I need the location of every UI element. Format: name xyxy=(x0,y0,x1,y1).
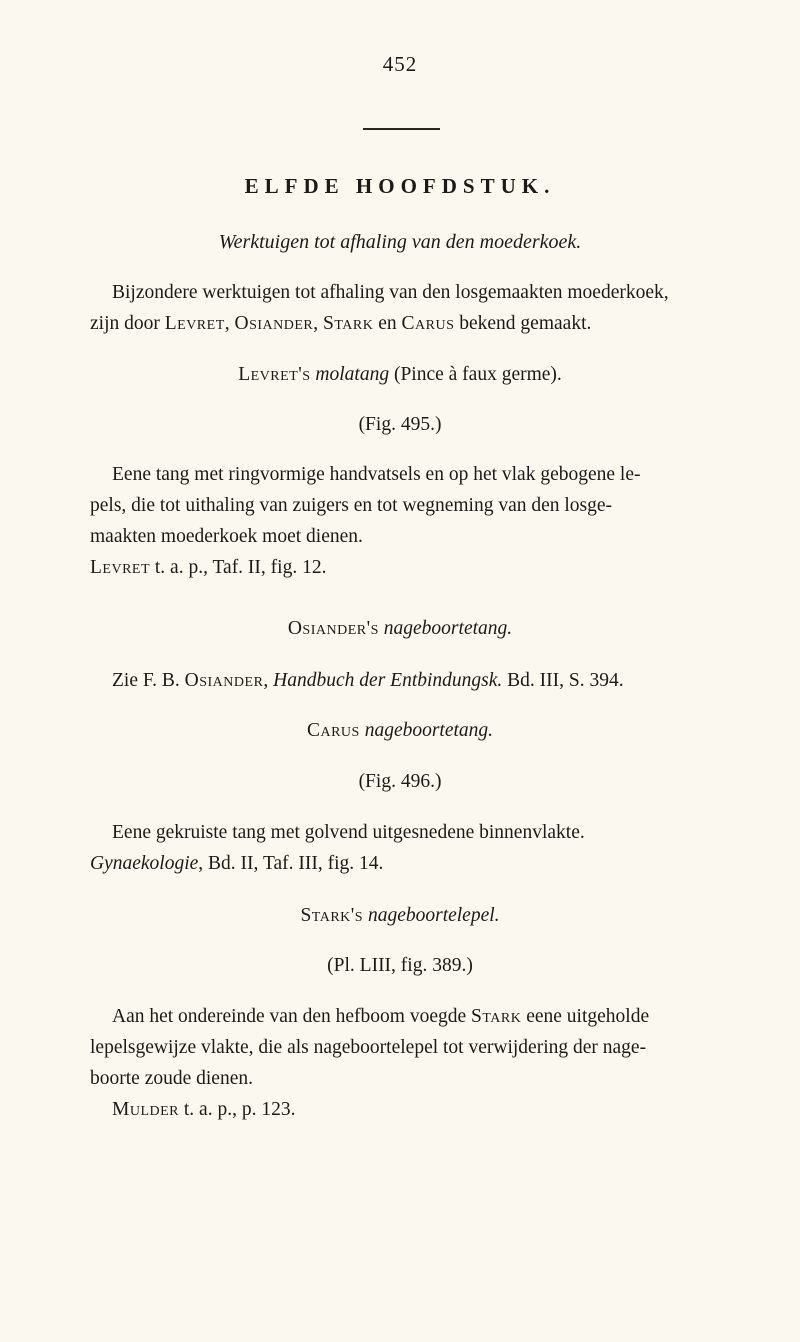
author-name: Osiander xyxy=(234,313,314,334)
heading-italic: nageboortetang. xyxy=(359,720,494,741)
body-text: Aan het ondereinde van den hefboom voegde xyxy=(112,1006,471,1027)
chapter-title: ELFDE HOOFDSTUK. xyxy=(244,174,556,198)
citation-line xyxy=(112,670,732,692)
section-heading xyxy=(0,720,800,742)
body-line: pels, die tot uithaling van zuigers en tot wegneming van den losge- xyxy=(90,495,613,516)
chapter-subtitle: Werktuigen tot afhaling van den moederkoek. xyxy=(218,231,582,253)
book-title: Gynaekologie xyxy=(90,853,199,874)
intro-line-1: Bijzondere werktuigen tot afhaling van den losgemaakten moederkoek, xyxy=(112,282,669,303)
citation-text: Zie F. B. xyxy=(112,670,185,691)
figure-reference: (Pl. LIII, fig. 389.) xyxy=(327,955,473,976)
intro-text: zijn door xyxy=(90,313,165,334)
citation-line xyxy=(90,557,710,579)
body-text: eene uitgeholde xyxy=(521,1006,650,1027)
body-line: Eene gekruiste tang met golvend uitgesnedene binnenvlakte. xyxy=(112,822,585,843)
author-name: Stark xyxy=(323,313,374,334)
separator: , xyxy=(224,313,235,334)
separator: , xyxy=(263,670,274,691)
citation-text: Bd. III, S. 394. xyxy=(502,670,624,691)
citation-line xyxy=(90,853,710,875)
heading-name: Carus xyxy=(306,720,360,741)
citation-text: t. a. p., p. 123. xyxy=(179,1099,296,1120)
figure-reference: (Fig. 495.) xyxy=(358,414,442,435)
citation-text: t. a. p., Taf. II, fig. 12. xyxy=(150,557,327,578)
heading-italic: nageboortelepel. xyxy=(363,905,500,926)
body-line: Eene tang met ringvormige handvatsels en op het vlak gebogene le- xyxy=(112,464,641,485)
heading-italic: nageboortetang. xyxy=(378,618,513,639)
intro-text: bekend gemaakt. xyxy=(454,313,592,334)
body-line xyxy=(112,1006,732,1028)
body-line: maakten moederkoek moet dienen. xyxy=(90,526,363,547)
heading-name: Stark's xyxy=(300,905,364,926)
heading-name: Levret's xyxy=(238,364,311,385)
author-name: Levret xyxy=(164,313,225,334)
author-name: Mulder xyxy=(112,1099,180,1120)
book-title: Handbuch der Entbindungsk. xyxy=(273,670,503,691)
author-name: Osiander xyxy=(184,670,264,691)
body-line: lepelsgewijze vlakte, die als nageboortelepel tot verwijdering der nage- xyxy=(90,1037,647,1058)
author-name: Levret xyxy=(90,557,151,578)
body-line: boorte zoude dienen. xyxy=(90,1068,253,1089)
citation-line xyxy=(112,1099,732,1121)
heading-name: Osiander's xyxy=(287,618,379,639)
page-number: 452 xyxy=(382,52,418,76)
author-name: Stark xyxy=(471,1006,522,1027)
section-heading xyxy=(0,618,800,640)
heading-italic: molatang xyxy=(310,364,390,385)
intro-line-2 xyxy=(90,313,710,335)
separator: en xyxy=(373,313,402,334)
section-heading xyxy=(0,905,800,927)
header-rule xyxy=(363,128,440,130)
heading-rest: (Pince à faux germe). xyxy=(389,364,562,385)
separator: , xyxy=(313,313,324,334)
figure-reference: (Fig. 496.) xyxy=(358,771,442,792)
section-heading xyxy=(0,364,800,386)
citation-text: , Bd. II, Taf. III, fig. 14. xyxy=(198,853,384,874)
author-name: Carus xyxy=(401,313,455,334)
